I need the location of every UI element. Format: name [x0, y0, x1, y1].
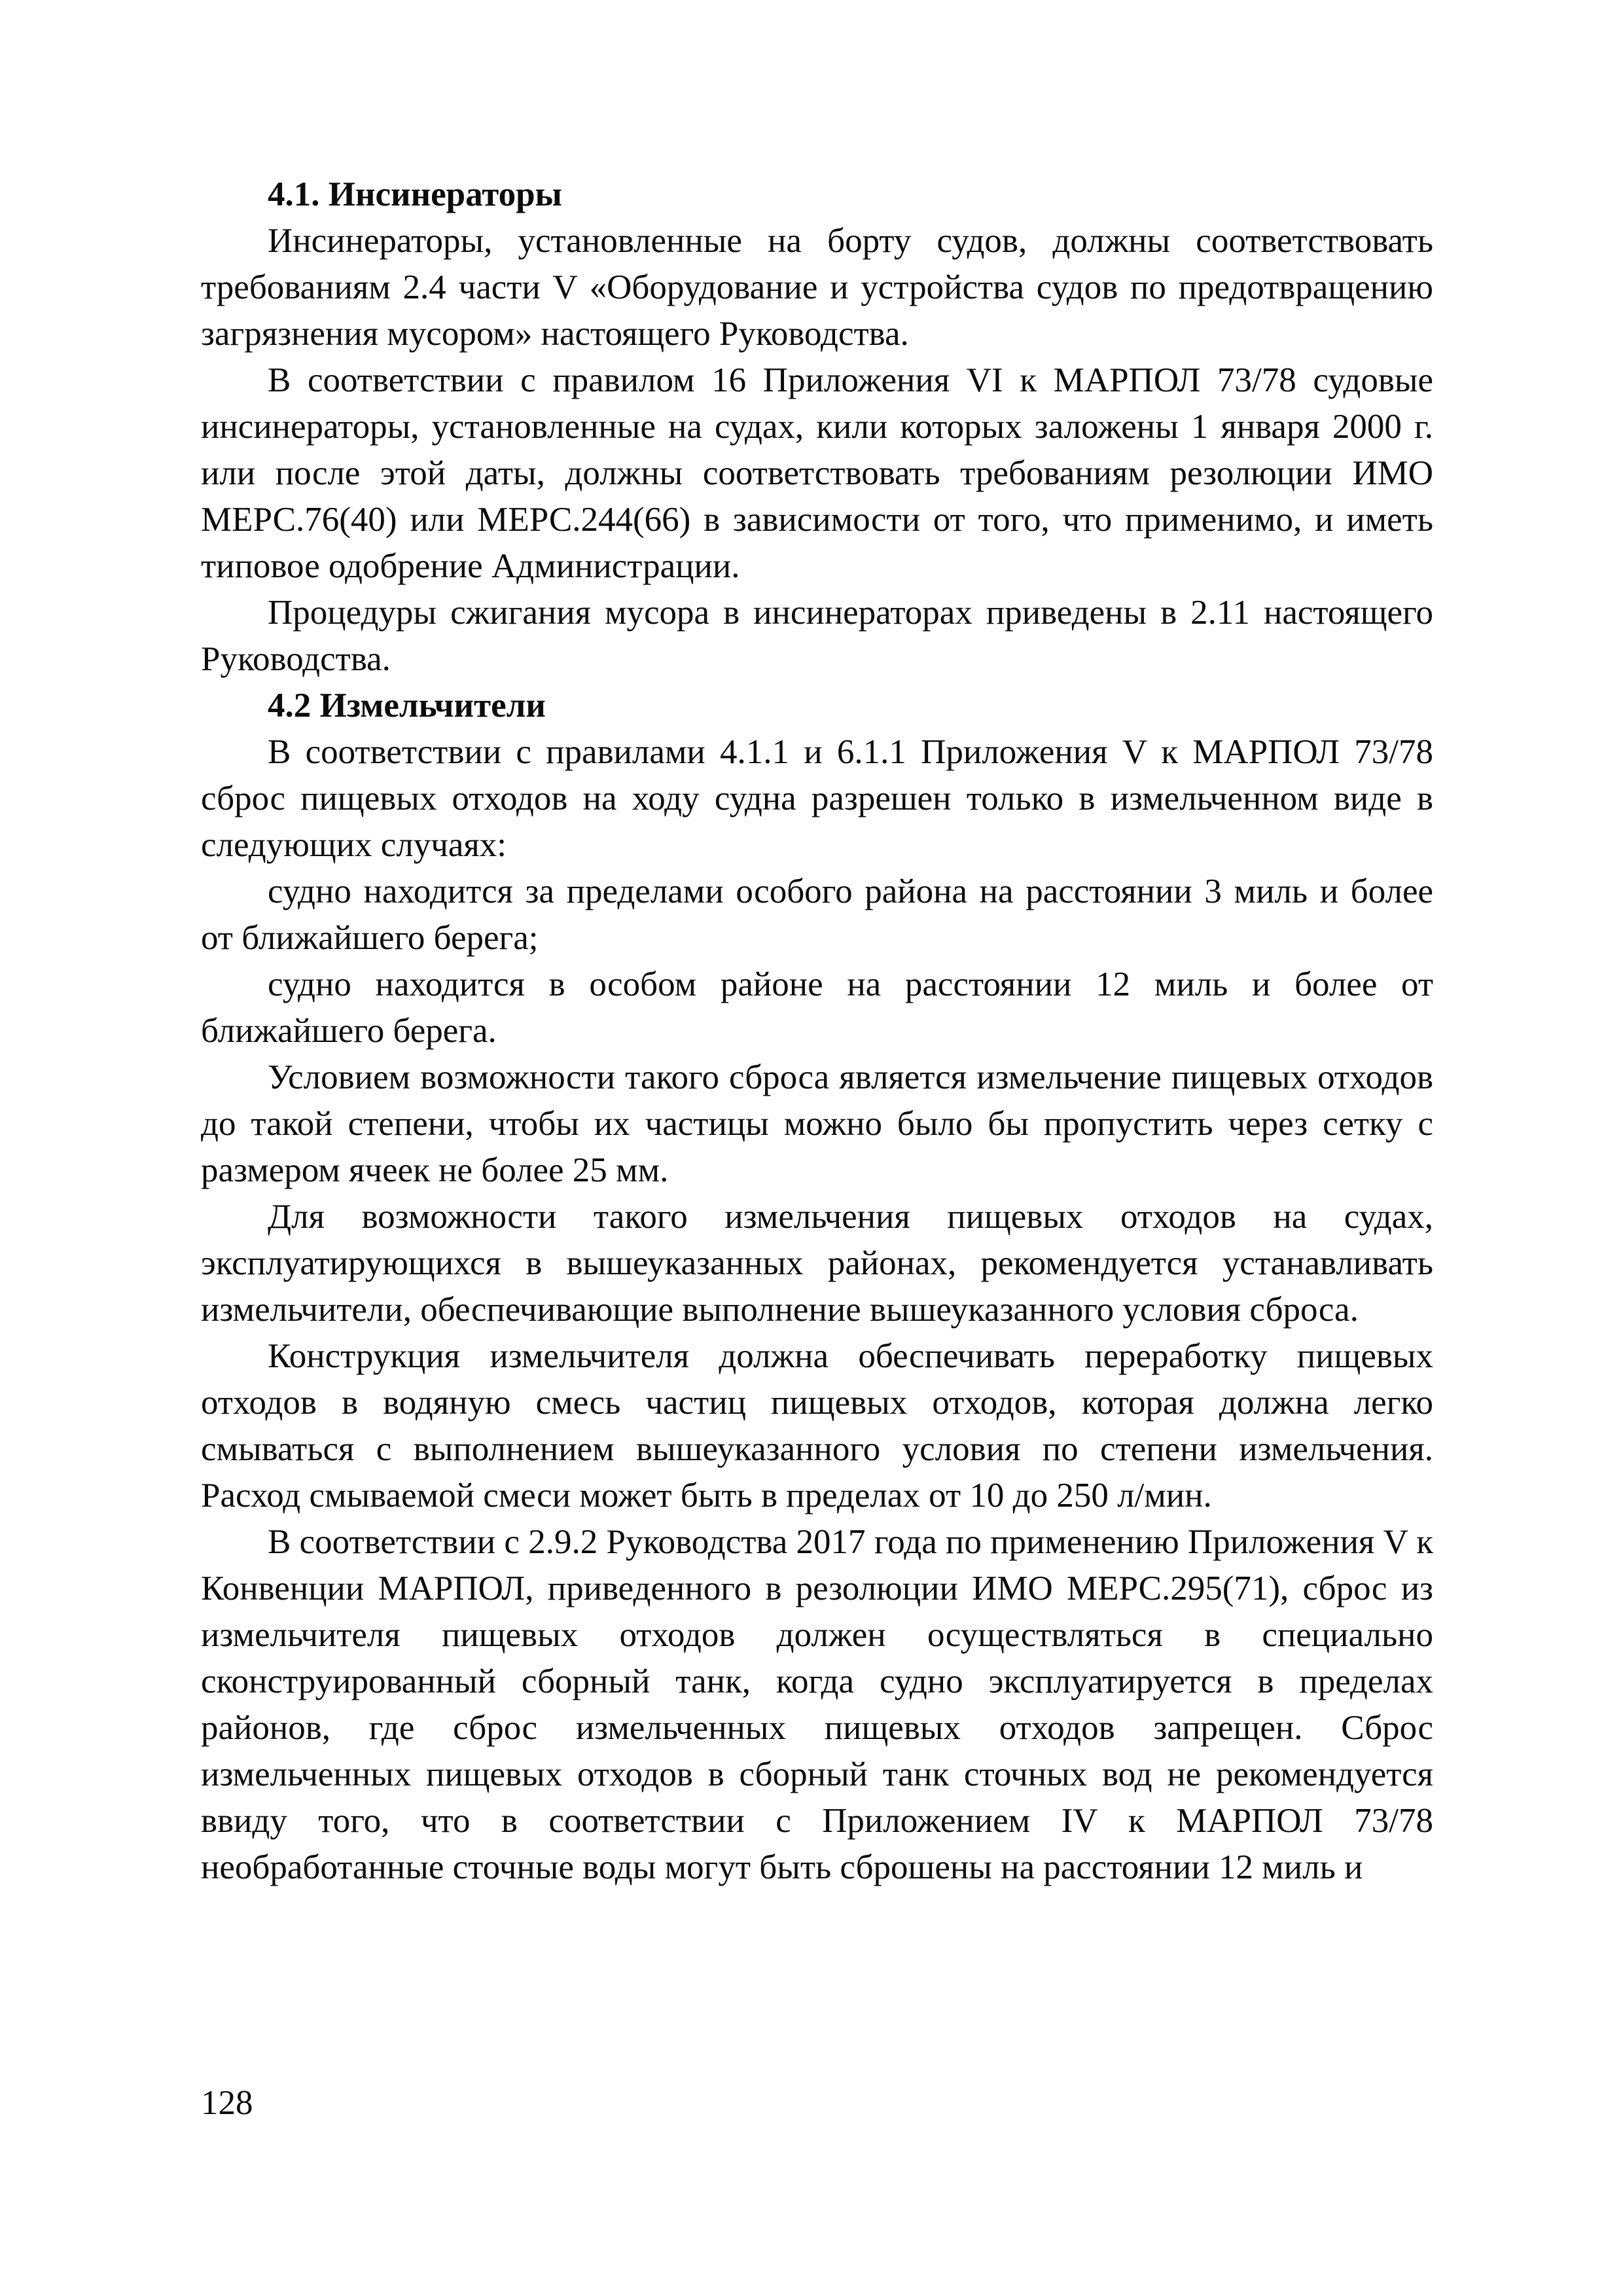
- page-number: 128: [201, 2084, 253, 2122]
- list-item: судно находится в особом районе на расстоянии 12 миль и более от ближайшего берега.: [201, 965, 1433, 1050]
- paragraph: В соответствии с правилом 16 Приложения VI к МАРПОЛ 73/78 судовые инсинераторы, установленные на судах, кили которых заложены 1 января 2000 г. или после этой даты, должны соответствовать требованиям резолюции ИМО МЕРС.76(40) или МЕРС.244(66) в зависимости от того, что применимо, и иметь типовое одобрение Администрации.: [201, 361, 1433, 585]
- paragraph: В соответствии с 2.9.2 Руководства 2017 года по применению Приложения V к Конвенции МАРПОЛ, приведенного в резолюции ИМО МЕРС.295(71), сброс из измельчителя пищевых отходов должен осуществляться в специально сконструированный сборный танк, когда судно эксплуатируется в пределах районов, где сброс измельченных пищевых отходов запрещен. Сброс измельченных пищевых отходов в сборный танк сточных вод не рекомендуется ввиду того, что в соответствии с Приложением IV к МАРПОЛ 73/78 необработанные сточные воды могут быть сброшены на расстоянии 12 миль и: [201, 1523, 1433, 1886]
- paragraph: Инсинераторы, установленные на борту судов, должны соответствовать требованиям 2.4 части V «Оборудование и устройства судов по предотвращению загрязнения мусором» настоящего Руководства.: [201, 222, 1433, 353]
- paragraph: Конструкция измельчителя должна обеспечивать переработку пищевых отходов в водяную смесь частиц пищевых отходов, которая должна легко смываться с выполнением вышеуказанного условия по степени измельчения. Расход смываемой смеси может быть в пределах от 10 до 250 л/мин.: [201, 1337, 1433, 1515]
- paragraph: Для возможности такого измельчения пищевых отходов на судах, эксплуатирующихся в вышеуказанных районах, рекомендуется устанавливать измельчители, обеспечивающие выполнение вышеуказанного условия сброса.: [201, 1198, 1433, 1329]
- paragraph: В соответствии с правилами 4.1.1 и 6.1.1 Приложения V к МАРПОЛ 73/78 сброс пищевых отходов на ходу судна разрешен только в измельченном виде в следующих случаях:: [201, 733, 1433, 864]
- page-body: [201, 171, 1433, 1891]
- paragraph: Условием возможности такого сброса является измельчение пищевых отходов до такой степени, чтобы их частицы можно было бы пропустить через сетку с размером ячеек не более 25 мм.: [201, 1058, 1433, 1189]
- list-item: судно находится за пределами особого района на расстоянии 3 миль и более от ближайшего берега;: [201, 872, 1433, 957]
- section-heading-4-2: 4.2 Измельчители: [268, 687, 546, 725]
- section-heading-4-1: 4.1. Инсинераторы: [268, 175, 562, 213]
- paragraph: Процедуры сжигания мусора в инсинераторах приведены в 2.11 настоящего Руководства.: [201, 594, 1433, 678]
